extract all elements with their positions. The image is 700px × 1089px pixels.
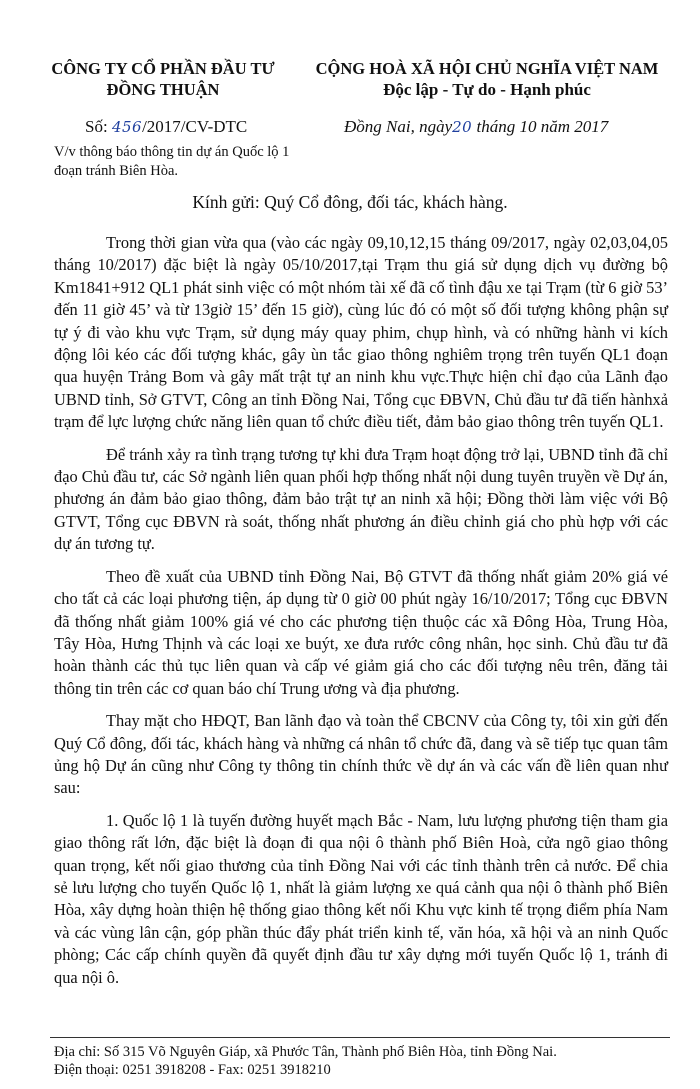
subject-line1: V/v thông báo thông tin dự án Quốc lộ 1	[54, 144, 290, 160]
date-suffix: tháng 10 năm 2017	[472, 117, 609, 136]
company-name-line1: CÔNG TY CỔ PHẦN ĐẦU TƯ	[51, 59, 275, 78]
date-prefix: Đồng Nai, ngày	[344, 117, 453, 136]
footer-address: Địa chỉ: Số 315 Võ Nguyên Giáp, xã Phước Tân, Thành phố Biên Hòa, tỉnh Đồng Nai.	[54, 1044, 557, 1060]
footer	[54, 1043, 674, 1079]
document-number-suffix: /2017/CV-DTC	[142, 117, 248, 136]
body-paragraph-2: Để tránh xảy ra tình trạng tương tự khi đưa Trạm hoạt động trở lại, UBND tỉnh đã chỉ đạo Chủ đầu tư, các Sở ngành liên quan phối hợp thống nhất nội dung tuyên truyền về Dự án, phương án đảm bảo giao thông, đảm bảo trật tự an ninh xã hội; Đồng thời làm việc với Bộ GTVT, Tổng cục ĐBVN rà soát, thống nhất phương án điều chỉnh giá cho phù hợp với các dự án tương tự.	[54, 444, 668, 554]
body-paragraph-4: Thay mặt cho HĐQT, Ban lãnh đạo và toàn thể CBCNV của Công ty, tôi xin gửi đến Quý Cổ đông, đối tác, khách hàng và những cá nhân tổ chức đã, đang và sẽ tiếp tục quan tâm ủng hộ Dự án cũng như Công ty thông tin chính thức về dự án và các vấn đề liên quan như sau:	[54, 711, 668, 798]
document-number-handwritten: 456	[111, 118, 143, 136]
body-paragraph-3: Theo đề xuất của UBND tỉnh Đồng Nai, Bộ GTVT đã thống nhất giảm 20% giá vé cho tất cả các loại phương tiện, áp dụng từ 0 giờ 00 phút ngày 16/10/2017; Tổng cục ĐBVN đã thống nhất giảm 100% giá vé cho các phương tiện thuộc các xã Đông Hòa, Trung Hòa, Tây Hòa, Hưng Thịnh và các loại xe buýt, xe đưa rước công nhân, học sinh. Chủ đầu tư đã hoàn thành các thủ tục liên quan và cấp vé giảm giá cho các đối tượng nêu trên, đăng tải thông tin trên các cơ quan báo chí Trung ương và địa phương.	[54, 566, 668, 698]
date-day-handwritten: 20	[452, 118, 473, 136]
national-motto: Độc lập - Tự do - Hạnh phúc	[383, 80, 591, 99]
document-subject	[54, 143, 354, 181]
body-paragraph-5: 1. Quốc lộ 1 là tuyến đường huyết mạch Bắc - Nam, lưu lượng phương tiện tham gia giao thông rất lớn, đặc biệt là đoạn đi qua nội ô thành phố Biên Hoà, cửa ngõ giao thông quan trọng, kết nối giao thương của tỉnh Đồng Nai với các tỉnh thành trên cả nước. Để chia sẻ lưu lượng cho tuyến Quốc lộ 1, nhất là giảm lượng xe quá cảnh qua nội ô thành phố Biên Hòa, xây dựng hoàn thiện hệ thống giao thông kết nối Khu vực kinh tế trọng điểm phía Nam và các vùng lân cận, góp phần thúc đẩy phát triển kinh tế, văn hóa, xã hội và an ninh Quốc phòng; Các cấp chính quyền đã quyết định đầu tư xây dựng mới tuyến Quốc lộ 1, tránh đi qua nội ô.	[54, 810, 668, 987]
company-header	[38, 58, 288, 100]
body-paragraph-1: Trong thời gian vừa qua (vào các ngày 09,10,12,15 tháng 09/2017, ngày 02,03,04,05 tháng 10/2017) đặc biệt là ngày 05/10/2017,tại Trạm thu giá sử dụng dịch vụ đường bộ Km1841+912 QL1 phát sinh việc có một nhóm tài xế đã cố tình đậu xe tại Trạm (từ 6 giờ 53’ đến 11 giờ 45’ và từ 13giờ 15’ đến 15 giờ), cùng lúc đó có một số đối tượng không phận sự tự ý đi vào khu vực Trạm, sử dụng máy quay phim, chụp hình, và có những hành vi kích động lôi kéo các đối tượng khác, gây ùn tắc giao thông nghiêm trọng trên tuyến QL1 đoạn qua huyện Trảng Bom và gây mất trật tự an ninh khu vực.Thực hiện chỉ đạo của Lãnh đạo UBND tỉnh, Sở GTVT, Công an tỉnh Đồng Nai, Tổng cục ĐBVN, Chủ đầu tư đã tiến hànhxả trạm để lực lượng chức năng liên quan tổ chức điều tiết, đảm bảo giao thông trên tuyến QL1.	[54, 233, 668, 432]
footer-phone: Điện thoại: 0251 3918208 - Fax: 0251 3918210	[54, 1062, 331, 1078]
greeting: Kính gửi: Quý Cổ đông, đối tác, khách hàng.	[192, 192, 508, 212]
footer-divider	[50, 1037, 670, 1038]
company-name-line2: ĐỒNG THUẬN	[106, 80, 220, 99]
nation-name: CỘNG HOÀ XÃ HỘI CHỦ NGHĨA VIỆT NAM	[315, 59, 659, 78]
national-header	[302, 58, 672, 100]
subject-line2: đoạn tránh Biên Hòa.	[54, 163, 179, 179]
document-date	[344, 117, 608, 137]
document-number	[85, 117, 247, 137]
document-number-prefix: Số:	[85, 117, 112, 136]
document-body	[54, 232, 668, 999]
